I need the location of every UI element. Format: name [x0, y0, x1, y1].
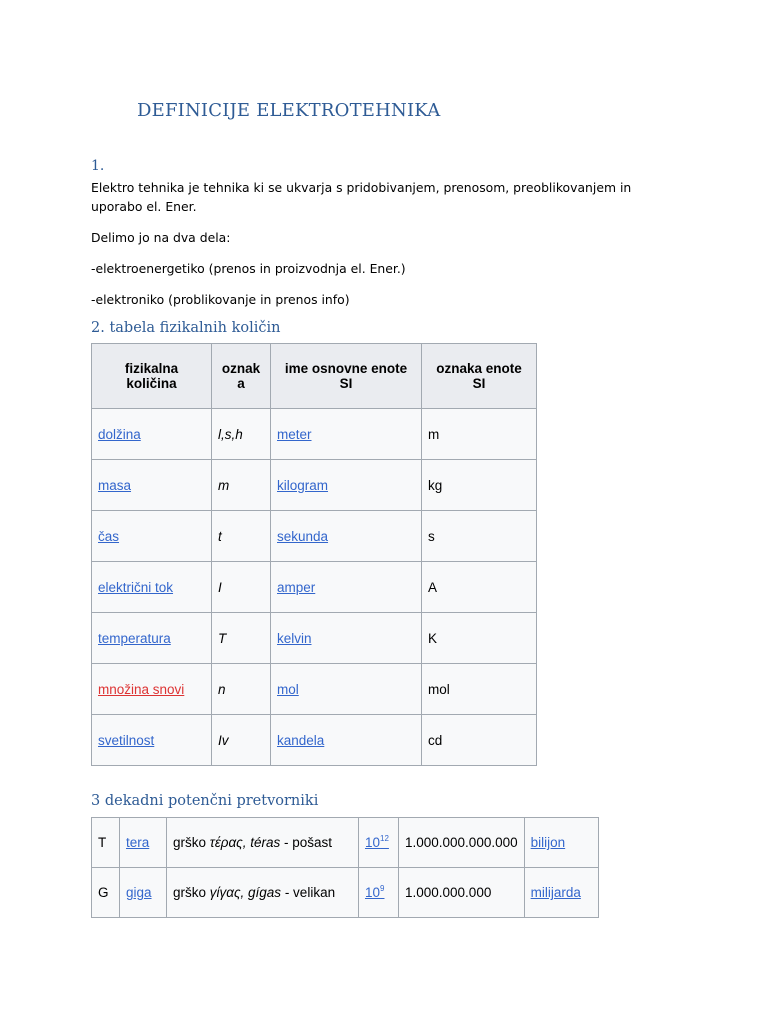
unit-cell: [271, 511, 422, 562]
header-unit-name: ime osnovne enote SI: [271, 344, 422, 409]
symbol-cell: n: [212, 664, 271, 715]
table-row: [92, 613, 537, 664]
unit-symbol-cell: kg: [422, 460, 537, 511]
power-link[interactable]: $10^{12}$: [365, 834, 389, 850]
table-row: [92, 460, 537, 511]
prefix-link[interactable]: tera: [126, 835, 150, 850]
unit-symbol-cell: s: [422, 511, 537, 562]
symbol-cell: m: [212, 460, 271, 511]
unit-link[interactable]: amper: [277, 579, 316, 595]
quantity-cell: [92, 460, 212, 511]
quantity-link[interactable]: masa: [98, 477, 132, 493]
quantity-link[interactable]: svetilnost: [98, 732, 155, 748]
unit-link[interactable]: meter: [277, 426, 312, 442]
header-quantity: fizikalna količina: [92, 344, 212, 409]
unit-link[interactable]: kelvin: [277, 630, 312, 646]
table-row: [92, 409, 537, 460]
table-row: [92, 562, 537, 613]
unit-symbol-cell: mol: [422, 664, 537, 715]
unit-cell: [271, 613, 422, 664]
unit-cell: [271, 715, 422, 766]
header-symbol: oznak a: [212, 344, 271, 409]
unit-cell: [271, 664, 422, 715]
symbol-cell: T: [212, 613, 271, 664]
unit-cell: [271, 460, 422, 511]
quantity-cell: [92, 664, 212, 715]
quantity-cell: [92, 409, 212, 460]
quantity-link[interactable]: temperatura: [98, 630, 171, 646]
unit-link[interactable]: kilogram: [277, 477, 329, 493]
paragraph-definition: Elektro tehnika je tehnika ki se ukvarja s pridobivanjem, prenosom, preoblikovanjem in uporabo el. Ener.: [91, 180, 632, 214]
quantity-cell: [92, 511, 212, 562]
prefix-symbol-cell: T: [92, 818, 120, 868]
prefix-link[interactable]: giga: [126, 885, 152, 900]
unit-symbol-cell: K: [422, 613, 537, 664]
number-name-link[interactable]: bilijon: [530, 835, 566, 850]
prefix-origin-cell: grško γίγας, gígas - velikan: [167, 868, 359, 918]
symbol-cell: Iv: [212, 715, 271, 766]
quantity-link[interactable]: čas: [98, 528, 120, 544]
symbol-cell: I: [212, 562, 271, 613]
unit-link[interactable]: sekunda: [277, 528, 329, 544]
paragraph-division: Delimo jo na dva dela:: [91, 230, 231, 245]
section-1-number: 1.: [91, 158, 105, 174]
prefix-table: [91, 817, 599, 918]
unit-cell: [271, 562, 422, 613]
section-2-heading: 2. tabela fizikalnih količin: [91, 320, 281, 336]
prefix-value-cell: 1.000.000.000.000: [399, 818, 525, 868]
section-3-heading: 3 dekadni potenčni pretvorniki: [91, 793, 319, 809]
quantity-cell: [92, 562, 212, 613]
unit-symbol-cell: A: [422, 562, 537, 613]
paragraph-electronics: -elektroniko (problikovanje in prenos info): [91, 292, 350, 307]
table-row: [92, 818, 599, 868]
symbol-cell: l,s,h: [212, 409, 271, 460]
table-row: [92, 868, 599, 918]
symbol-cell: t: [212, 511, 271, 562]
unit-cell: [271, 409, 422, 460]
prefix-symbol-cell: G: [92, 868, 120, 918]
document-title: DEFINICIJE ELEKTROTEHNIKA: [137, 100, 441, 121]
quantity-link[interactable]: dolžina: [98, 426, 141, 442]
prefix-origin-cell: grško τέρας, téras - pošast: [167, 818, 359, 868]
prefix-power-cell: [359, 818, 399, 868]
unit-link[interactable]: mol: [277, 681, 299, 697]
table-header-row: [92, 344, 537, 409]
quantity-link-missing[interactable]: množina snovi: [98, 681, 185, 697]
quantity-link[interactable]: električni tok: [98, 579, 174, 595]
header-unit-symbol: oznaka enote SI: [422, 344, 537, 409]
si-quantities-table: [91, 343, 537, 766]
prefix-name-cell: [120, 868, 167, 918]
unit-symbol-cell: cd: [422, 715, 537, 766]
table-row: [92, 511, 537, 562]
unit-symbol-cell: m: [422, 409, 537, 460]
prefix-value-cell: 1.000.000.000: [399, 868, 525, 918]
table-row: [92, 664, 537, 715]
prefix-word-cell: [524, 818, 598, 868]
prefix-power-cell: [359, 868, 399, 918]
paragraph-energetics: -elektroenergetiko (prenos in proizvodnja el. Ener.): [91, 261, 406, 276]
prefix-word-cell: [524, 868, 598, 918]
quantity-cell: [92, 715, 212, 766]
prefix-name-cell: [120, 818, 167, 868]
power-link[interactable]: $10^9$: [365, 884, 385, 900]
number-name-link[interactable]: milijarda: [530, 885, 581, 900]
table-row: [92, 715, 537, 766]
quantity-cell: [92, 613, 212, 664]
unit-link[interactable]: kandela: [277, 732, 325, 748]
